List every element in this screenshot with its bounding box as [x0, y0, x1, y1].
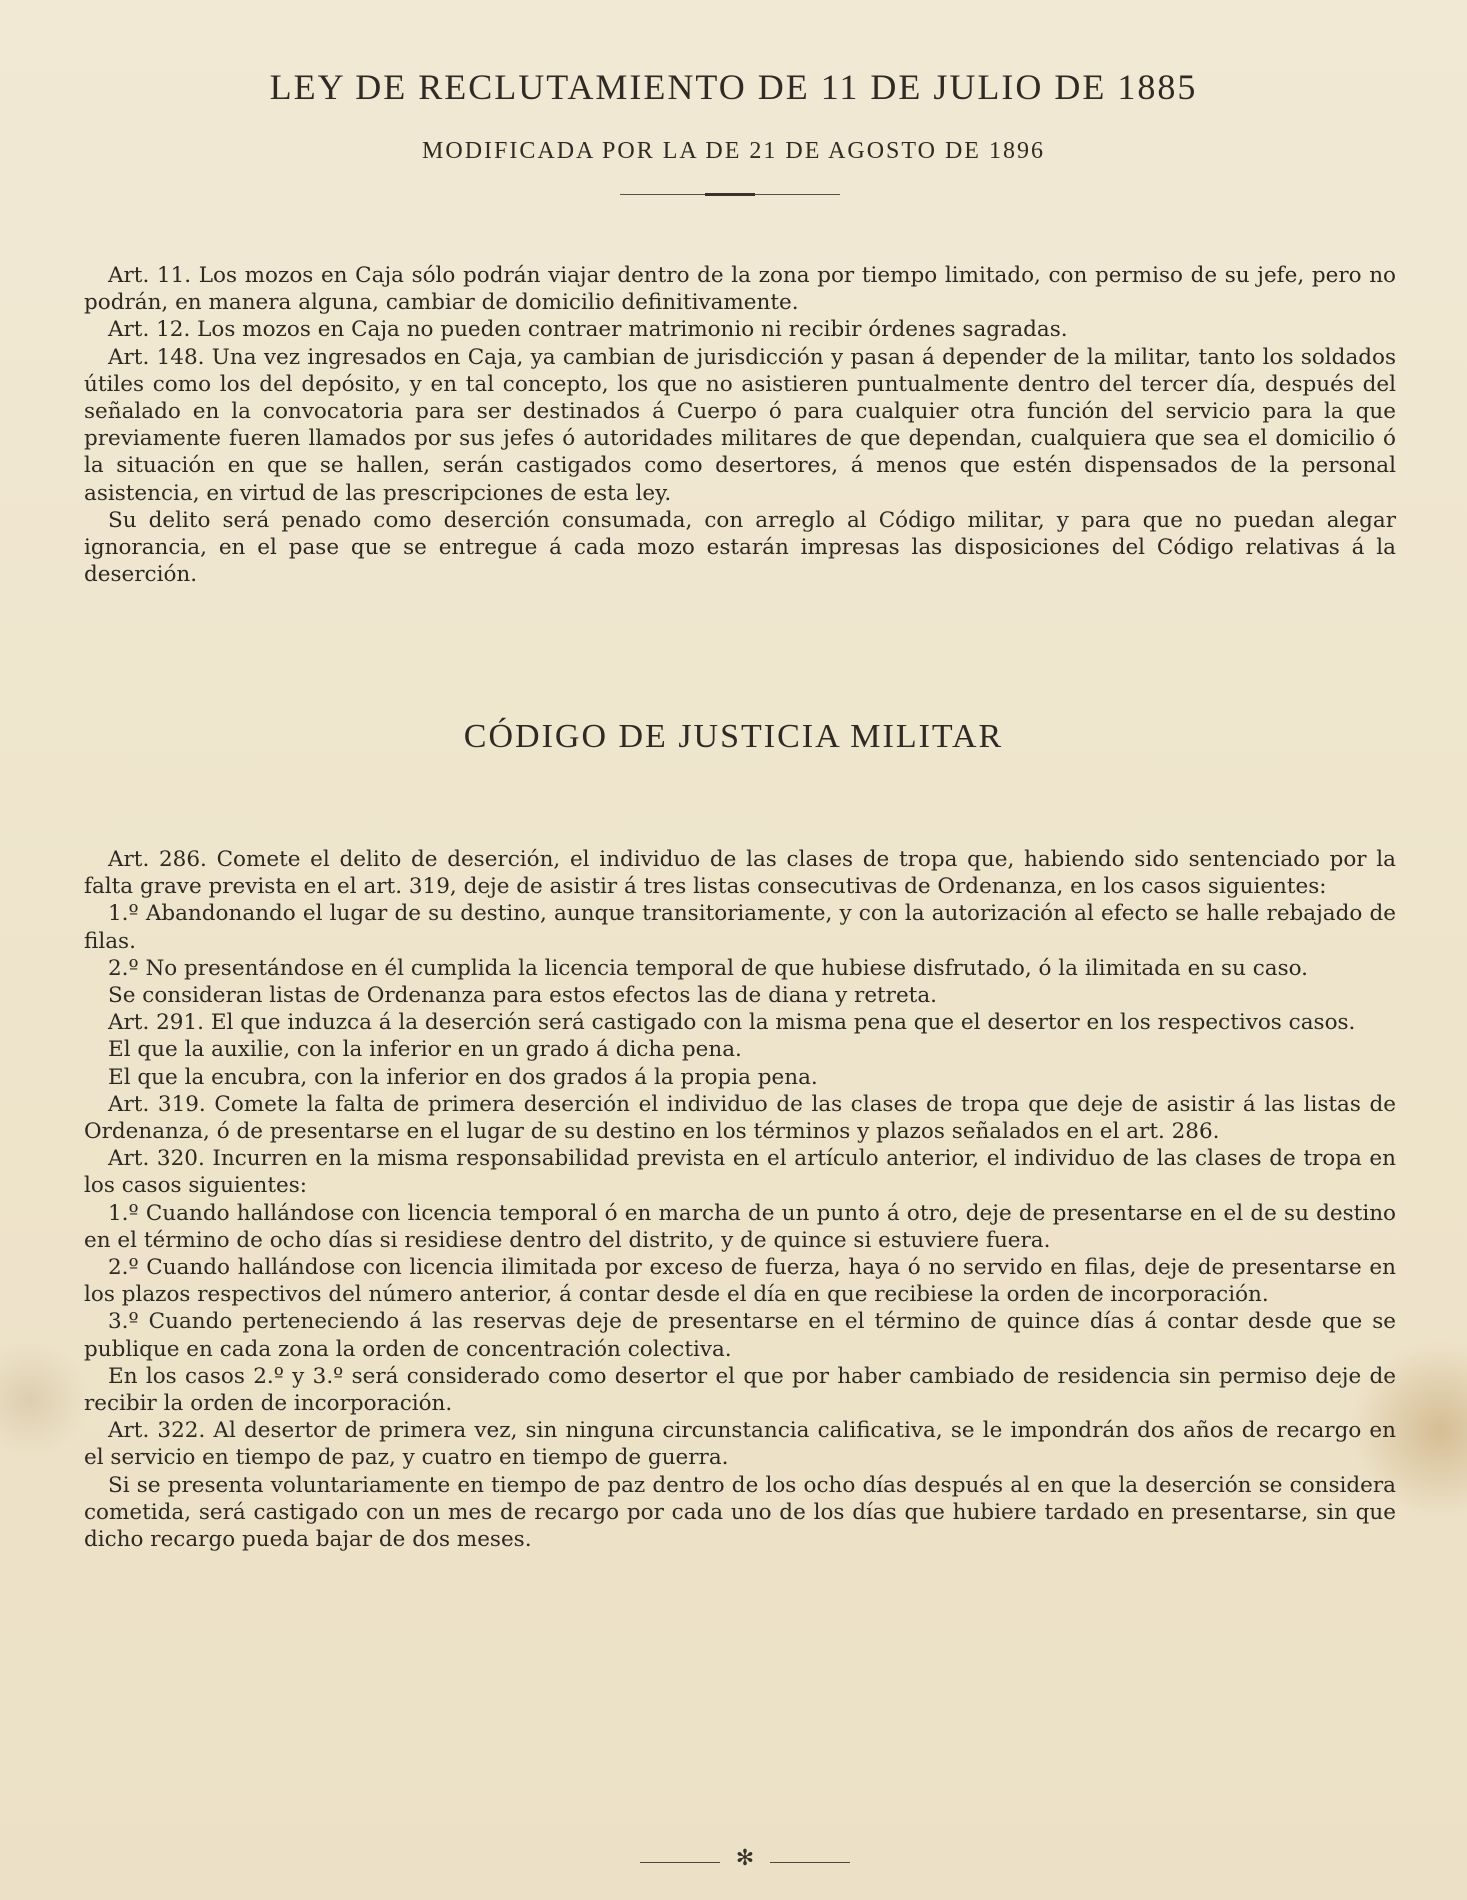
article-320-note: En los casos 2.º y 3.º será considerado como desertor el que por haber cambiado de residencia sin permiso deje de recibir la orden de incorporación. — [84, 1363, 1396, 1417]
law-title: LEY DE RECLUTAMIENTO DE 11 DE JULIO DE 1885 — [269, 67, 1198, 107]
ley-articles — [84, 262, 1396, 588]
article-320-case-3: 3.º Cuando perteneciendo á las reservas deje de presentarse en el término de quince días á contar desde que se publique en cada zona la orden de concentración colectiva. — [84, 1309, 1396, 1362]
law-subtitle: MODIFICADA POR LA DE 21 DE AGOSTO DE 1896 — [422, 138, 1045, 164]
ornament-line-left — [640, 1862, 720, 1863]
article-148: Art. 148. Una vez ingresados en Caja, ya cambian de jurisdicción y pasan á depender de la militar, tanto los soldados útiles como los del depósito, y en tal concepto, los que no asistieren puntualmente dentro del tercer día, después del señalado en la convocatoria para ser destinados á Cuerpo ó para cualquier otra función del servicio para la que previamente fueren llamados por sus jefes ó autoridades militares de que dependan, cualquiera que sea el domicilio ó la situación en que se hallen, serán castigados como desertores, á menos que estén dispensados de la personal asistencia, en virtud de las prescripciones de esta ley. — [84, 344, 1396, 506]
article-322-voluntary: Si se presenta voluntariamente en tiempo de paz dentro de los ocho días después al en que la deserción se considera cometida, será castigado con un mes de recargo por cada uno de los días que hubiere tardado en presentarse, sin que dicho recargo pueda bajar de dos meses. — [84, 1472, 1396, 1553]
article-11: Art. 11. Los mozos en Caja sólo podrán viajar dentro de la zona por tiempo limitado, con permiso de su jefe, pero no podrán, en manera alguna, cambiar de domicilio definitivamente. — [84, 263, 1396, 316]
article-286-note: Se consideran listas de Ordenanza para estos efectos las de diana y retreta. — [108, 983, 937, 1009]
article-291: Art. 291. El que induzca á la deserción será castigado con la misma pena que el desertor en los respectivos casos. — [108, 1010, 1356, 1036]
codigo-articles — [84, 846, 1396, 1553]
bottom-ornament — [640, 1846, 850, 1871]
article-12: Art. 12. Los mozos en Caja no pueden contraer matrimonio ni recibir órdenes sagradas. — [108, 317, 1068, 343]
article-286-case-1: 1.º Abandonando el lugar de su destino, aunque transitoriamente, y con la autorización al efecto se halle rebajado de filas. — [84, 901, 1396, 954]
article-286-case-2: 2.º No presentándose en él cumplida la licencia temporal de que hubiese disfrutado, ó la ilimitada en su caso. — [108, 955, 1309, 981]
article-320: Art. 320. Incurren en la misma responsabilidad prevista en el artículo anterior, el individuo de las clases de tropa en los casos siguientes: — [84, 1146, 1396, 1199]
article-322: Art. 322. Al desertor de primera vez, sin ninguna circunstancia calificativa, se le impondrán dos años de recargo en el servicio en tiempo de paz, y cuatro en tiempo de guerra. — [84, 1418, 1396, 1471]
article-286: Art. 286. Comete el delito de deserción, el individuo de las clases de tropa que, habiendo sido sentenciado por la falta grave prevista en el art. 319, deje de asistir á tres listas consecutivas de Ordenanza, en los casos siguientes: — [84, 847, 1396, 900]
codigo-title: CÓDIGO DE JUSTICIA MILITAR — [463, 718, 1004, 755]
article-319: Art. 319. Comete la falta de primera deserción el individuo de las clases de tropa que deje de asistir á las listas de Ordenanza, ó de presentarse en el lugar de su destino en los términos y plazos señalados en el art. 286. — [84, 1091, 1396, 1145]
ornament-line-right — [770, 1862, 850, 1863]
article-320-case-2: 2.º Cuando hallándose con licencia ilimitada por exceso de fuerza, haya ó no servido en filas, deje de presentarse en los plazos respectivos del número anterior, á contar desde el día en que recibiese la orden de incorporación. — [84, 1255, 1396, 1308]
asterism-icon: ✻ — [735, 1846, 755, 1871]
article-291-encubra: El que la encubra, con la inferior en dos grados á la propia pena. — [108, 1064, 818, 1090]
header-divider — [620, 194, 840, 195]
article-320-case-1: 1.º Cuando hallándose con licencia temporal ó en marcha de un punto á otro, deje de presentarse en el de su destino en el término de ocho días si residiese dentro del distrito, y de quince si estuviere fuera. — [84, 1200, 1396, 1253]
article-148-penalty: Su delito será penado como deserción consumada, con arreglo al Código militar, y para que no puedan alegar ignorancia, en el pase que se entregue á cada mozo estarán impresas las disposiciones del Código relativas á la deserción. — [84, 507, 1396, 588]
article-291-auxilie: El que la auxilie, con la inferior en un grado á dicha pena. — [108, 1037, 742, 1063]
